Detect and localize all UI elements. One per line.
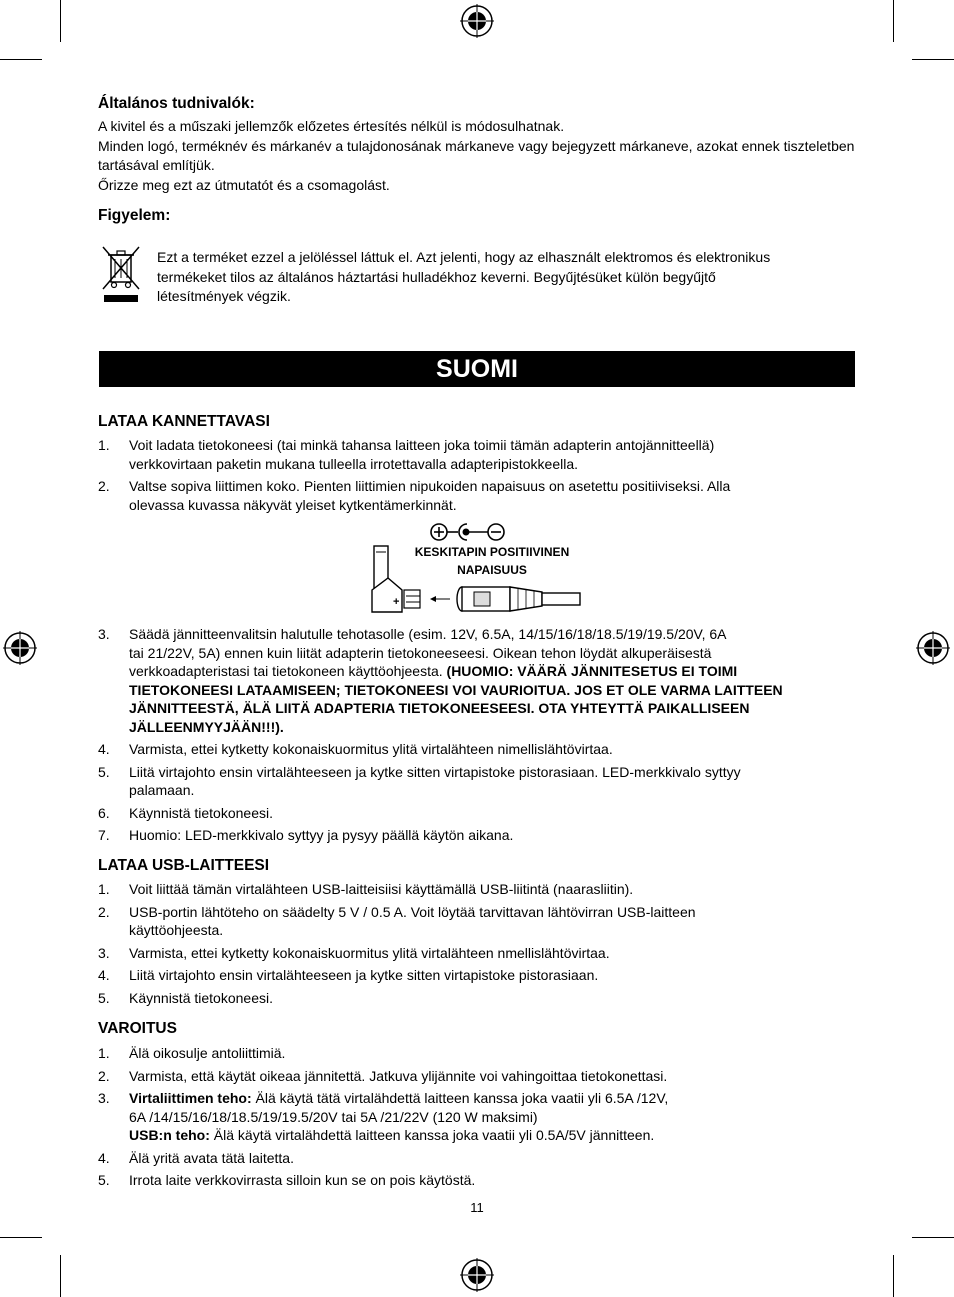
crop-mark	[60, 1255, 61, 1297]
warning-text: (HUOMIO: VÄÄRÄ JÄNNITESETUS EI TOIMI	[446, 663, 738, 679]
list-number: 5.	[98, 763, 110, 780]
registration-mark-icon	[460, 4, 494, 38]
list-item	[98, 966, 856, 985]
list-text: käyttöohjeesta.	[129, 922, 224, 938]
list-text: Älä käytä tätä virtalähdettä laitteen kanssa joka vaatii yli 6.5A /12V,	[251, 1090, 669, 1106]
weee-text: termékeket tilos az általános háztartási hulladékhoz keverni. Begyűjtésüket külön begyűjtő	[157, 268, 716, 285]
list-text: Varmista, ettei kytketty kokonaiskuormitus ylitä virtalähteen nimellislähtövirtaa.	[129, 741, 613, 757]
list-item	[98, 989, 856, 1008]
list-text: Valtse sopiva liittimen koko. Pienten liittimien nipukoiden napaisuus on asetettu positiiviseksi. Alla	[129, 478, 731, 494]
warning-text: TIETOKONEESI LATAAMISEEN; TIETOKONEESI VOI VAURIOITUA. JOS ET OLE VARMA LAITTEEN	[129, 681, 783, 698]
list-item	[98, 1067, 856, 1086]
list-text: 6A /14/15/16/18/18.5/19/19.5/20V tai 5A /21/22V (120 W maksimi)	[129, 1108, 538, 1125]
list-text: Varmista, ettei kytketty kokonaiskuormitus ylitä virtalähteen nmellislähtövirtaa.	[129, 944, 610, 961]
list-text: verkkoadapteristasi tai tietokoneen käyttöohjeesta.	[129, 663, 443, 679]
weee-text: Ezt a terméket ezzel a jelöléssel láttuk el. Azt jelenti, hogy az elhasznált elektromos és elektronikus	[157, 249, 771, 265]
list-text: olevassa kuvassa näkyvät yleiset kytkentämerkinnät.	[129, 496, 457, 513]
list-item	[98, 1171, 856, 1190]
crop-mark	[0, 1237, 42, 1238]
list-text: Älä yritä avata tätä laitetta.	[129, 1149, 294, 1166]
general-line: A kivitel és a műszaki jellemzők előzetes értesítés nélkül is módosulhatnak.	[98, 118, 565, 134]
list-text: Irrota laite verkkovirrasta silloin kun se on pois käytöstä.	[129, 1172, 476, 1188]
list-item	[98, 740, 856, 759]
general-line: Őrizze meg ezt az útmutatót és a csomagolást.	[98, 176, 390, 193]
general-heading: Általános tudnivalók:	[98, 95, 255, 112]
weee-crossed-bin-icon	[100, 243, 142, 305]
list-item	[98, 625, 856, 736]
section-title-bar: SUOMI	[99, 351, 855, 387]
list-item	[98, 944, 856, 963]
list-number: 4.	[98, 741, 110, 757]
weee-notice	[157, 248, 857, 307]
list-text: Käynnistä tietokoneesi.	[129, 989, 273, 1006]
list-number: 3.	[98, 1090, 110, 1106]
crop-mark	[0, 59, 42, 60]
warning-heading: VAROITUS	[98, 1020, 177, 1037]
crop-mark	[912, 59, 954, 60]
list-item	[98, 477, 856, 514]
list-text: USB-portin lähtöteho on säädelty 5 V / 0.5 A. Voit löytää tarvittavan lähtövirran USB-laitteen	[129, 903, 696, 920]
list-text: verkkovirtaan paketin mukana tulleella irrotettavalla adapteripistokkeella.	[129, 455, 579, 472]
list-number: 1.	[98, 1045, 110, 1061]
general-line: Minden logó, terméknév és márkanév a tulajdonosának márkaneve vagy bejegyzett márkaneve, azokat ennek tiszteletben tartásával említjük.	[98, 137, 855, 173]
attention-heading: Figyelem:	[98, 207, 171, 224]
list-number: 1.	[98, 437, 110, 453]
polarity-label: KESKITAPIN POSITIIVINEN	[414, 545, 570, 559]
list-text-row	[129, 1126, 856, 1145]
list-item	[98, 880, 856, 899]
charge-laptop-list	[98, 436, 856, 518]
crop-mark	[893, 0, 894, 42]
bold-label: Virtaliittimen teho:	[129, 1090, 252, 1106]
page-number: 11	[470, 1200, 484, 1215]
list-number: 2.	[98, 478, 110, 494]
crop-mark	[60, 0, 61, 42]
list-text: Säädä jännitteenvalitsin halutulle tehotasolle (esim. 12V, 6.5A, 14/15/16/18/18.5/19/19.5/20V, 6A	[129, 626, 727, 642]
charge-laptop-heading: LATAA KANNETTAVASI	[98, 413, 270, 430]
list-text-row	[129, 662, 856, 681]
crop-mark	[893, 1255, 894, 1297]
polarity-label: NAPAISUUS	[457, 563, 527, 577]
list-number: 2.	[98, 1067, 110, 1084]
weee-text: létesítmények végzik.	[157, 288, 291, 304]
list-text: palamaan.	[129, 782, 195, 798]
list-text: Voit liittää tämän virtalähteen USB-laitteisiisi käyttämällä USB-liitintä (naarasliitin).	[129, 881, 634, 897]
list-text: Liitä virtajohto ensin virtalähteeseen ja kytke sitten virtapistoke pistorasiaan.	[129, 967, 599, 983]
list-number: 4.	[98, 1149, 110, 1166]
registration-mark-icon	[916, 631, 950, 665]
list-text: Älä käytä virtalähdettä laitteen kanssa joka vaatii yli 0.5A/5V jännitteen.	[209, 1127, 655, 1143]
list-number: 6.	[98, 804, 110, 821]
list-text: Voit ladata tietokoneesi (tai minkä tahansa laitteen joka toimii tämän adapterin antojännitteellä)	[129, 437, 715, 453]
list-number: 4.	[98, 967, 110, 983]
list-number: 7.	[98, 827, 110, 843]
bold-label: USB:n teho:	[129, 1127, 210, 1143]
list-text: Käynnistä tietokoneesi.	[129, 804, 273, 821]
list-number: 1.	[98, 881, 110, 897]
list-item	[98, 826, 856, 845]
warning-text: JÄLLEENMYYJÄÄN!!!).	[129, 718, 284, 735]
general-info	[98, 95, 856, 225]
list-item	[98, 436, 856, 473]
list-text-row	[129, 1089, 856, 1108]
list-number: 2.	[98, 903, 110, 920]
list-text: Älä oikosulje antoliittimiä.	[129, 1045, 286, 1061]
list-text: Huomio: LED-merkkivalo syttyy ja pysyy päällä käytön aikana.	[129, 827, 514, 843]
list-item	[98, 763, 856, 800]
crop-mark	[912, 1237, 954, 1238]
warning-text: JÄNNITTEESTÄ, ÄLÄ LIITÄ ADAPTERIA TIETOKONEESEESI. OTA YHTEYTTÄ PAIKALLISEEN	[129, 700, 750, 716]
list-item	[98, 1149, 856, 1168]
list-number: 5.	[98, 1172, 110, 1188]
list-text: Liitä virtajohto ensin virtalähteeseen ja kytke sitten virtapistoke pistorasiaan. LED-merkkivalo syttyy	[129, 763, 741, 780]
list-text: Varmista, että käytät oikeaa jännitettä. Jatkuva ylijännite voi vahingoittaa tietokonettasi.	[129, 1067, 668, 1084]
charge-laptop-list-continued	[98, 625, 856, 849]
list-item	[98, 1044, 856, 1063]
list-number: 3.	[98, 626, 110, 642]
list-number: 5.	[98, 989, 110, 1006]
list-item	[98, 804, 856, 823]
list-item	[98, 1089, 856, 1145]
charge-usb-list	[98, 880, 856, 1011]
list-number: 3.	[98, 944, 110, 961]
warning-list	[98, 1044, 856, 1194]
registration-mark-icon	[3, 631, 37, 665]
list-item	[98, 903, 856, 940]
registration-mark-icon	[460, 1258, 494, 1292]
charge-usb-heading: LATAA USB-LAITTEESI	[98, 857, 270, 874]
list-text: tai 21/22V, 5A) ennen kuin liität adapterin tietokoneeseesi. Oikean tehon löydät alkuperäisestä	[129, 644, 712, 661]
svg-text:+: +	[393, 596, 400, 608]
